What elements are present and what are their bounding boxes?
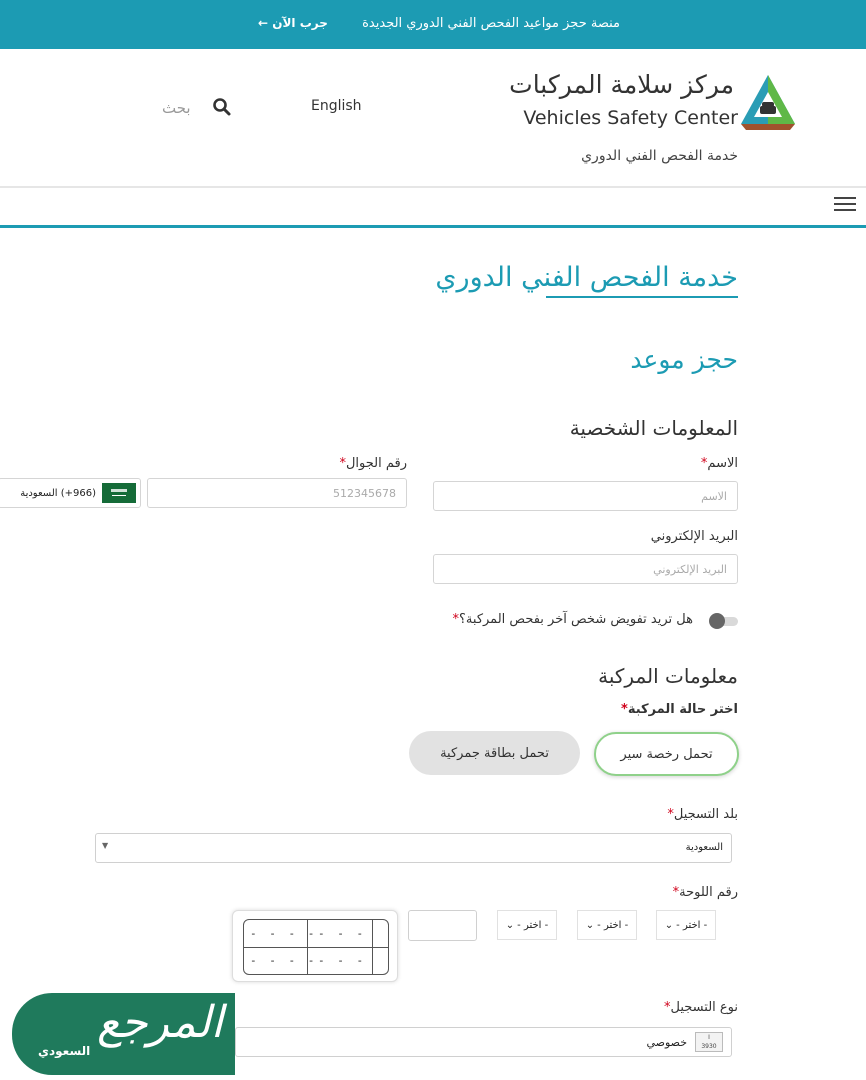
email-field[interactable]: البريد الإلكتروني <box>433 554 738 584</box>
header-divider <box>0 186 866 188</box>
vehicle-state-label: اختر حالة المركبة* <box>621 702 738 717</box>
watermark-badge <box>12 993 235 1075</box>
search-icon[interactable] <box>212 97 232 117</box>
search-label[interactable]: بحث <box>162 99 191 117</box>
section-title: حجز موعد <box>630 345 738 374</box>
option-driving-license[interactable]: تحمل رخصة سير <box>594 732 739 776</box>
country-code-text: (966+) السعودية <box>20 487 96 499</box>
delegate-toggle-knob[interactable] <box>709 613 725 629</box>
personal-info-heading: المعلومات الشخصية <box>569 416 738 440</box>
vehicle-info-heading: معلومات المركبة <box>598 664 738 688</box>
plate-letter-select-1[interactable] <box>656 910 716 940</box>
logo-english-name: Vehicles Safety Center <box>523 107 738 129</box>
plate-preview <box>232 910 398 982</box>
plate-number-input[interactable] <box>408 910 477 941</box>
try-now-link[interactable]: جرب الآن ← <box>258 16 328 30</box>
mobile-field[interactable]: 512345678 <box>147 478 407 508</box>
plate-letter-select-2[interactable] <box>577 910 637 940</box>
email-label: البريد الإلكتروني <box>650 529 738 544</box>
saudi-flag-icon <box>102 483 136 503</box>
reg-country-select[interactable] <box>95 833 732 863</box>
vehicles-safety-center-logo[interactable] <box>738 72 798 132</box>
plate-cell: - - - <box>318 927 367 940</box>
reg-country-value: السعودية <box>685 842 723 853</box>
chevron-down-icon: ⌄ <box>664 919 674 931</box>
name-label: الاسم* <box>700 456 738 471</box>
watermark-logo: المرجع <box>97 997 223 1048</box>
plate-select-2-value: - اختر - <box>597 919 629 931</box>
plate-label: رقم اللوحة* <box>672 885 738 900</box>
nav-bottom-border <box>0 225 866 228</box>
reg-type-value: خصوصي <box>646 1036 687 1049</box>
plate-cell: - - - - <box>250 954 318 967</box>
country-code-select[interactable] <box>0 478 141 508</box>
plate-select-1-value: - اختر - <box>676 919 708 931</box>
plate-cell: - - - <box>318 954 367 967</box>
plate-select-3-value: - اختر - <box>517 919 549 931</box>
chevron-down-icon: ⌄ <box>585 919 595 931</box>
name-field[interactable]: الاسم <box>433 481 738 511</box>
service-subtitle: خدمة الفحص الفني الدوري <box>581 148 738 164</box>
page-title: خدمة الفحص الفني الدوري <box>435 262 738 293</box>
chevron-down-icon: ⌄ <box>505 919 515 931</box>
plate-divider <box>372 920 373 974</box>
banner-text: منصة حجز مواعيد الفحص الفني الدوري الجديدة <box>362 16 620 31</box>
delegate-question: هل تريد تفويض شخص آخر بفحص المركبة؟* <box>452 612 693 627</box>
plate-divider <box>244 947 388 948</box>
hamburger-menu-icon[interactable] <box>834 196 856 212</box>
plate-cell: - - - - <box>250 927 318 940</box>
reg-type-label: نوع التسجيل* <box>664 1000 738 1015</box>
option-customs-card[interactable]: تحمل بطاقة جمركية <box>409 731 580 775</box>
plate-frame <box>243 919 389 975</box>
reg-type-select[interactable] <box>235 1027 732 1057</box>
chevron-down-icon: ▼ <box>102 841 109 850</box>
language-switch-link[interactable]: English <box>311 98 362 114</box>
plate-letter-select-3[interactable] <box>497 910 557 940</box>
watermark-text: السعودي <box>38 1044 91 1058</box>
mobile-label: رقم الجوال* <box>339 456 407 471</box>
reg-country-label: بلد التسجيل* <box>667 807 738 822</box>
logo-arabic-name: مركز سلامة المركبات <box>509 70 734 99</box>
title-underline <box>546 296 738 298</box>
plate-type-icon: I 3930 <box>695 1032 723 1052</box>
